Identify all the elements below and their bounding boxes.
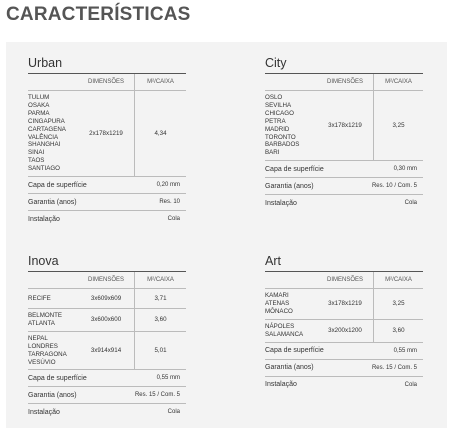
card-city bbox=[265, 56, 423, 211]
header-m2: M²/CAIXA bbox=[374, 272, 424, 289]
header-dimensions: DIMENSÕES bbox=[317, 74, 374, 91]
model-names: KAMARI ATENAS MÔNACO bbox=[265, 289, 317, 320]
table-row bbox=[28, 91, 186, 177]
m2-value: 5,01 bbox=[135, 331, 187, 370]
dimensions-value: 3x200x1200 bbox=[317, 319, 374, 342]
surface-row: Capa de superfície 0,30 mm bbox=[265, 161, 423, 178]
model-names: NEPAL LONDRES TARRAGONA VESÚVIO bbox=[28, 331, 78, 370]
dimensions-value: 3x600x600 bbox=[78, 309, 135, 332]
card-title: Inova bbox=[28, 254, 186, 272]
card-title: Urban bbox=[28, 56, 186, 74]
dimensions-value: 3x178x1219 bbox=[317, 91, 374, 161]
header-m2: M²/CAIXA bbox=[135, 272, 187, 289]
spec-table bbox=[265, 272, 423, 343]
warranty-row: Garantia (anos) Res. 15 / Com. 5 bbox=[28, 387, 186, 404]
spec-table bbox=[28, 74, 186, 177]
page-title: CARACTERÍSTICAS bbox=[6, 4, 191, 25]
header-dimensions: DIMENSÕES bbox=[78, 272, 135, 289]
table-row bbox=[265, 289, 423, 320]
installation-row: Instalação Cola bbox=[28, 215, 180, 223]
table-row bbox=[28, 331, 186, 370]
card-inova bbox=[28, 254, 186, 420]
spec-table bbox=[28, 272, 186, 370]
model-names: OSLO SEVILHA CHICAGO PETRA MADRID TORONTO BARBADOS BARI bbox=[265, 91, 317, 161]
m2-value: 4,34 bbox=[135, 91, 187, 177]
header-dimensions: DIMENSÕES bbox=[78, 74, 135, 91]
dimensions-value: 3x914x914 bbox=[78, 331, 135, 370]
table-row bbox=[265, 91, 423, 161]
card-urban bbox=[28, 56, 186, 227]
model-names: RECIFE bbox=[28, 289, 78, 309]
m2-value: 3,60 bbox=[374, 319, 424, 342]
dimensions-value: 3x178x1219 bbox=[317, 289, 374, 320]
installation-row: Instalação Cola bbox=[28, 408, 180, 416]
model-names: TULUM OSAKA PARMA CINGAPURA CARTAGENA VALÊNCIA SHANGHAI SINAI TAOS SANTIAGO bbox=[28, 91, 78, 177]
warranty-row: Garantia (anos) Res. 10 / Com. 5 bbox=[265, 178, 423, 195]
specs-panel bbox=[6, 42, 447, 428]
warranty-row: Garantia (anos) Res. 15 / Com. 5 bbox=[265, 360, 423, 377]
m2-value: 3,71 bbox=[135, 289, 187, 309]
model-names: BELMONTE ATLANTA bbox=[28, 309, 78, 332]
card-art bbox=[265, 254, 423, 393]
table-row bbox=[28, 309, 186, 332]
surface-row: Capa de superfície 0,55 mm bbox=[265, 343, 423, 360]
surface-row: Capa de superfície 0,55 mm bbox=[28, 370, 186, 387]
header-dimensions: DIMENSÕES bbox=[317, 272, 374, 289]
dimensions-value: 3x609x609 bbox=[78, 289, 135, 309]
surface-row: Capa de superfície 0,20 mm bbox=[28, 177, 186, 194]
table-row bbox=[28, 289, 186, 309]
installation-row: Instalação Cola bbox=[265, 199, 417, 207]
spec-table bbox=[265, 74, 423, 161]
model-names: NÁPOLES SALAMANCA bbox=[265, 319, 317, 342]
dimensions-value: 2x178x1219 bbox=[78, 91, 135, 177]
table-row bbox=[265, 319, 423, 342]
warranty-row: Garantia (anos) Res. 10 bbox=[28, 194, 186, 211]
m2-value: 3,25 bbox=[374, 91, 424, 161]
m2-value: 3,60 bbox=[135, 309, 187, 332]
card-title: Art bbox=[265, 254, 423, 272]
header-m2: M²/CAIXA bbox=[135, 74, 187, 91]
card-title: City bbox=[265, 56, 423, 74]
m2-value: 3,25 bbox=[374, 289, 424, 320]
installation-row: Instalação Cola bbox=[265, 381, 417, 389]
header-m2: M²/CAIXA bbox=[374, 74, 424, 91]
